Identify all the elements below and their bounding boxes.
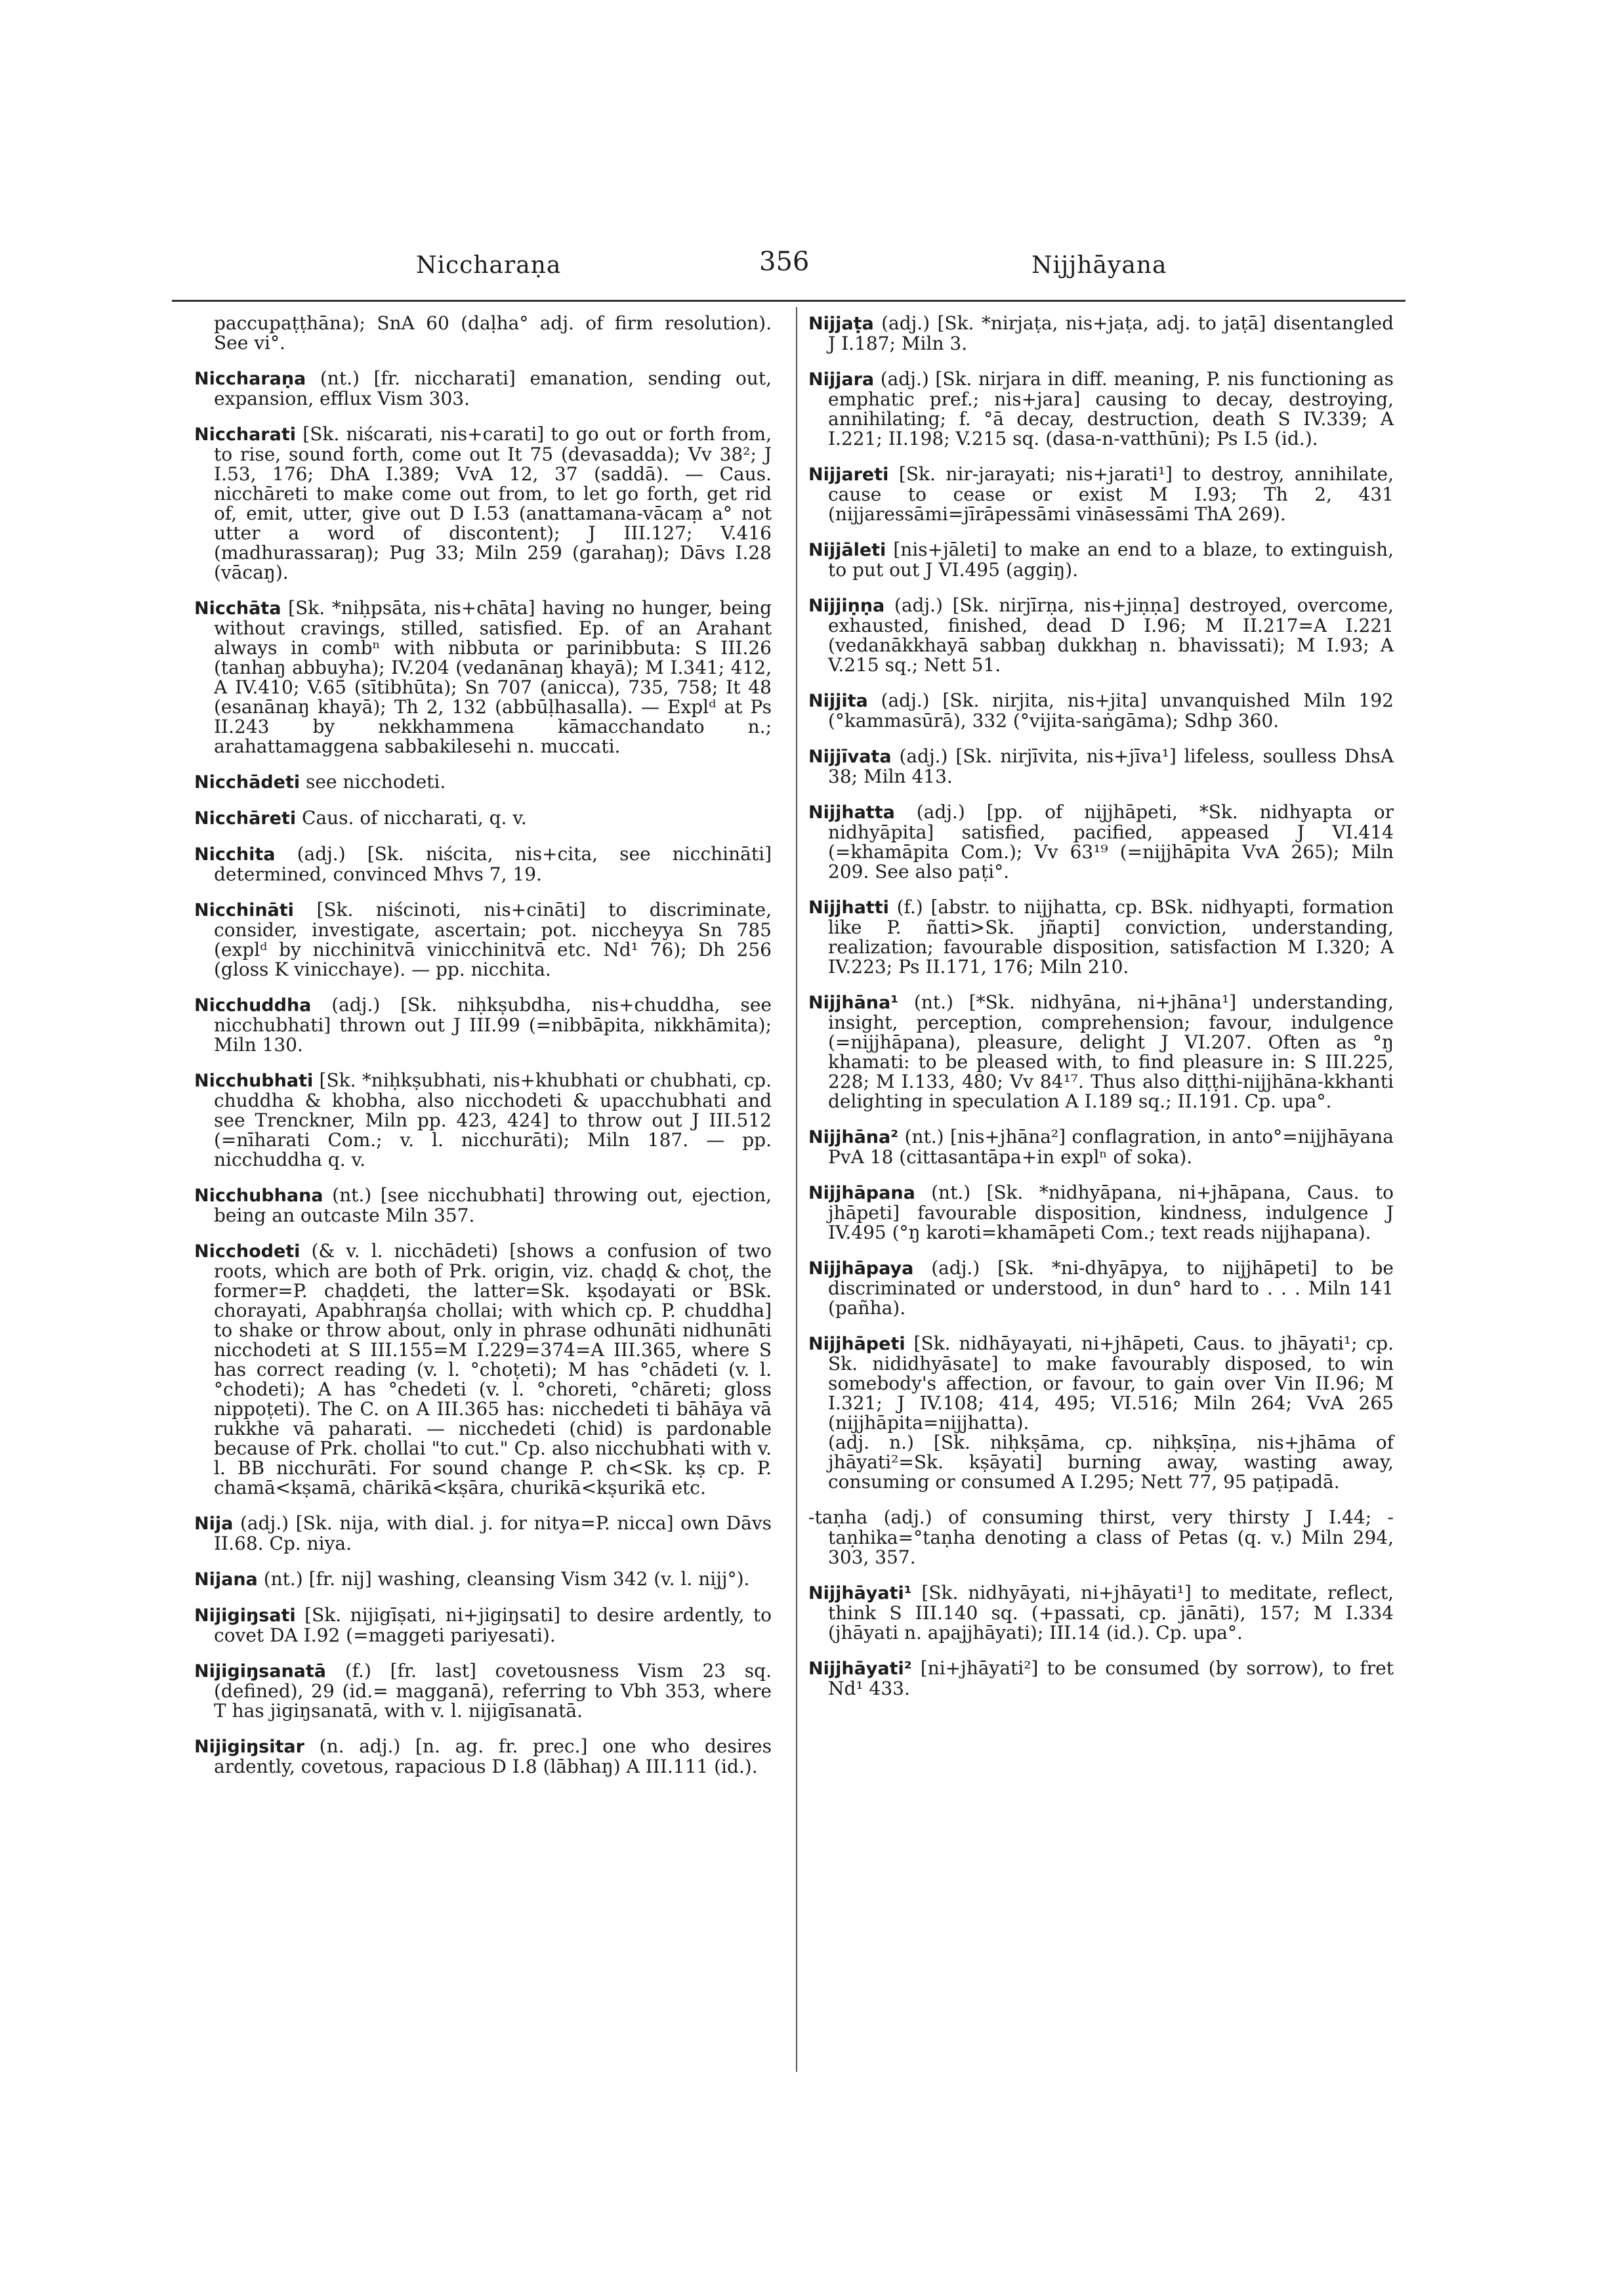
page-header: [172, 247, 1405, 291]
entry-headword: Nijjīvata: [808, 747, 892, 767]
dictionary-entry: [194, 1661, 772, 1721]
entry-headword: Nicchuddha: [194, 995, 312, 1016]
dictionary-entry: [194, 1241, 772, 1498]
entry-body: (adj.) [Sk. niḥkṣubdha, nis+chuddha, see nicchubhati] thrown out J III.99 (=nibbāpita, nikkhāmita); Miln 130.: [214, 994, 772, 1056]
entry-body: [Sk. nidhyāyati, ni+jhāyati¹] to meditate, reflect, think S III.140 sq. (+passati, cp. jānāti), 157; M I.334 (jhāyati n. apajjhāyati); III.14 (id.). Cp. upa°.: [828, 1582, 1394, 1644]
dictionary-entry: [194, 598, 772, 756]
entry-headword: Nicchodeti: [194, 1241, 301, 1262]
entry-headword: Nicchita: [194, 844, 276, 865]
entry-body: [Sk. nir-jarayati; nis+jarati¹] to destroy, annihilate, cause to cease or exist M I.93; Th 2, 431 (nijjaressāmi=jīrāpessāmi vināsessāmi ThA 269).: [828, 463, 1394, 525]
dictionary-entry: [194, 1737, 772, 1777]
dictionary-entry: [194, 995, 772, 1055]
entry-body: see nicchodeti.: [306, 771, 446, 793]
entry-headword: Nijjāleti: [808, 540, 886, 560]
dictionary-entry: [808, 314, 1394, 354]
entry-body: [Sk. niścinoti, nis+cināti] to discriminate, consider, investigate, ascertain; pot. niccheyya Sn 785 (explᵈ by nicchinitvā vinicchinitvā etc. Nd¹ 76); Dh 256 (gloss K vinicchaye). — pp. nicchita.: [214, 899, 772, 980]
dictionary-entry: [194, 369, 772, 409]
entry-headword: Nicchādeti: [194, 772, 301, 793]
entry-headword: Nija: [194, 1514, 234, 1534]
entry-body: (n. adj.) [n. ag. fr. prec.] one who desires ardently, covetous, rapacious D I.8 (lābhaŋ) A III.111 (id.).: [214, 1735, 772, 1777]
dictionary-entry: [194, 772, 772, 793]
entry-headword: Nicchubhati: [194, 1071, 314, 1091]
entry-body: (adj.) [Sk. nirjīvita, nis+jīva¹] lifeless, soulless DhsA 38; Miln 413.: [828, 745, 1394, 787]
entry-body: (adj.) [Sk. nirjara in diff. meaning, P. nis functioning as emphatic pref.; nis+jara] causing to decay, destroying, annihilating; f. °ā decay, destruction, death S IV.339; A I.221; II.198; V.215 sq. (dasa-n-vatthūni); Ps I.5 (id.).: [828, 368, 1394, 449]
dictionary-entry: [808, 596, 1394, 675]
dictionary-entry: [194, 1186, 772, 1226]
column-divider: [796, 307, 797, 2072]
header-rule: [172, 300, 1405, 302]
dictionary-entry: [808, 747, 1394, 787]
left-guide-word: Niccharaṇa: [416, 252, 562, 279]
dictionary-entry: [808, 691, 1394, 731]
dictionary-entry: [194, 1071, 772, 1170]
entry-body: (nt.) [nis+jhāna²] conflagration, in anto°=nijjhāyana PvA 18 (cittasantāpa+in explⁿ of soka).: [828, 1126, 1394, 1168]
entry-headword: Nijjita: [808, 691, 868, 711]
page-number: 356: [759, 247, 810, 277]
entry-body: (adj.) [pp. of nijjhāpeti, *Sk. nidhyapta or nidhyāpita] satisfied, pacified, appeased J VI.414 (=khamāpita Com.); Vv 63¹⁹ (=nijjhāpita VvA 265); Miln 209. See also paṭi°.: [828, 801, 1394, 882]
dictionary-entry: [194, 1605, 772, 1645]
entry-body: (f.) [fr. last] covetousness Vism 23 sq. (defined), 29 (id.= magganā), referring to Vbh 353, where T has jigiŋsanatā, with v. l. nijigīsanatā.: [214, 1660, 772, 1722]
dictionary-entry: [808, 540, 1394, 580]
entry-body: (adj.) [Sk. nija, with dial. j. for nitya=P. nicca] own Dāvs II.68. Cp. niya.: [214, 1512, 772, 1554]
entry-headword: Niccharati: [194, 424, 296, 445]
entry-body: (adj.) [Sk. *ni-dhyāpya, to nijjhāpeti] to be discriminated or understood, in dun° hard to . . . Miln 141 (pañha).: [828, 1257, 1394, 1319]
entry-body: (& v. l. nicchādeti) [shows a confusion of two roots, which are both of Prk. origin, viz. chaḍḍ & choṭ, the former=P. chaḍḍeti, the latter=Sk. kṣodayati or BSk. chorayati, Apabhraŋśa chollai; with which cp. P. chuddha] to shake or throw about, only in phrase odhunāti nidhunāti nicchodeti at S III.155=M I.229=374=A III.365, where S has correct reading (v. l. °choṭeti); M has °chādeti (v. l. °chodeti); A has °chedeti (v. l. °choreti, °chāreti; gloss nippoṭeti). The C. on A III.365 has: nicchedeti ti bāhāya vā rukkhe vā paharati. — nicchedeti (chid) is pardonable because of Prk. chollai "to cut." Cp. also nicchubhati with v. l. BB nicchurāti. For sound change P. ch<Sk. kṣ cp. P. chamā<kṣamā, chārikā<kṣāra, churikā<kṣurikā etc.: [214, 1240, 772, 1499]
entry-body: (f.) [abstr. to nijjhatta, cp. BSk. nidhyapti, formation like P. ñatti>Sk. jñapti] conviction, understanding, realization; favourable disposition, satisfaction M I.320; A IV.223; Ps II.171, 176; Miln 210.: [828, 896, 1394, 978]
entry-headword: Nijjhatti: [808, 898, 889, 918]
dictionary-entry: [808, 465, 1394, 524]
entry-headword: Nijjhāpaya: [808, 1258, 914, 1279]
entry-body: (nt.) [fr. nij] washing, cleansing Vism 342 (v. l. nijj°).: [263, 1568, 750, 1590]
entry-headword: Nijigiŋsitar: [194, 1737, 304, 1757]
entry-headword: Nicchubhana: [194, 1186, 323, 1206]
entry-body: (nt.) [Sk. *nidhyāpana, ni+jhāpana, Caus. to jhāpeti] favourable disposition, kindness, indulgence J IV.495 (°ŋ karoti=khamāpeti Com.; text reads nijjhapana).: [828, 1182, 1394, 1243]
entry-headword: Nijjhāna²: [808, 1127, 899, 1148]
entry-headword: Nijjhāna¹: [808, 993, 899, 1013]
dictionary-entry: [194, 808, 772, 829]
dictionary-entry: [808, 369, 1394, 449]
entry-headword: Nijana: [194, 1569, 258, 1590]
dictionary-entry: [808, 1659, 1394, 1699]
entry-headword: Nijjhāpeti: [808, 1334, 906, 1354]
dictionary-entry: [808, 802, 1394, 882]
entry-body: -taṇha (adj.) of consuming thirst, very thirsty J I.44; -taṇhika=°taṇha denoting a class of Petas (q. v.) Miln 294, 303, 357.: [808, 1506, 1394, 1568]
entry-body: [Sk. nidhāyayati, ni+jhāpeti, Caus. to jhāyati¹; cp. Sk. nididhyāsate] to make favourably disposed, to win somebody's affection, or favour, to gain over Vin II.96; M I.321; J IV.108; 414, 495; VI.516; Miln 264; VvA 265 (nijjhāpita=nijjhatta).: [828, 1333, 1394, 1434]
entry-headword: Nijjhāyati²: [808, 1659, 912, 1679]
entry-body: [Sk. nijigīṣati, ni+jigiŋsati] to desire ardently, to covet DA I.92 (=maggeti pariyesati).: [214, 1604, 772, 1646]
dictionary-entry: [808, 1583, 1394, 1643]
entry-headword: Nijjiṇṇa: [808, 596, 885, 616]
entry-headword: Nicchāta: [194, 598, 281, 619]
dictionary-entry: [808, 1183, 1394, 1243]
entry-headword: Nijjara: [808, 369, 875, 390]
dictionary-entry: [194, 900, 772, 980]
dictionary-entry: [808, 1508, 1394, 1567]
dictionary-entry: [808, 1334, 1394, 1433]
entry-body: [Sk. niścarati, nis+carati] to go out or forth from, to rise, sound forth, come out It 75 (devasadda); Vv 38²; J I.53, 176; DhA I.389; VvA 12, 37 (saddā). — Caus. nicchāreti to make come out from, to let go forth, get rid of, emit, utter, give out D I.53 (anattamana-vācaṃ a° not utter a word of discontent); J III.127; V.416 (madhurassaraŋ); Pug 33; Miln 259 (garahaŋ); Dāvs I.28 (vācaŋ).: [214, 423, 772, 583]
entry-body: Caus. of niccharati, q. v.: [302, 807, 527, 829]
entry-body: (adj.) [Sk. nirjīrṇa, nis+jiṇṇa] destroyed, overcome, exhausted, finished, dead D I.96; M II.217=A I.221 (vedanākkhayā sabbaŋ dukkhaŋ n. bhavissati); M I.93; A V.215 sq.; Nett 51.: [828, 594, 1394, 676]
entry-headword: Nijjaṭa: [808, 314, 874, 334]
dictionary-entry: [194, 844, 772, 884]
right-column: [808, 314, 1394, 1714]
dictionary-entry: [808, 1258, 1394, 1318]
entry-headword: Nicchāreti: [194, 808, 297, 829]
entry-headword: Niccharaṇa: [194, 369, 306, 389]
entry-body: (adj.) [Sk. *nirjaṭa, nis+jaṭa, adj. to jaṭā] disentangled J I.187; Miln 3.: [828, 312, 1394, 354]
entry-headword: Nijjhatta: [808, 802, 895, 823]
dictionary-entry: [808, 898, 1394, 977]
entry-body: [nis+jāleti] to make an end to a blaze, to extinguish, to put out J VI.495 (aggiŋ).: [828, 539, 1394, 581]
entry-body: (adj. n.) [Sk. niḥkṣāma, cp. niḥkṣīṇa, nis+jhāma of jhāyati²=Sk. kṣāyati] burning away, wasting away, consuming or consumed A I.295; Nett 77, 95 paṭipadā.: [828, 1432, 1394, 1493]
entry-headword: Nijjhāpana: [808, 1183, 915, 1203]
entry-body: (nt.) [see nicchubhati] throwing out, ejection, being an outcaste Miln 357.: [214, 1184, 772, 1226]
entry-body: (nt.) [*Sk. nidhyāna, ni+jhāna¹] understanding, insight, perception, comprehension; favour, indulgence (=nijjhāpana), pleasure, delight J VI.207. Often as °ŋ khamati: to be pleased with, to find pleasure in: S III.225, 228; M I.133, 480; Vv 84¹⁷. Thus also diṭṭhi-nijjhāna-kkhanti delighting in speculation A I.189 sq.; II.191. Cp. upa°.: [828, 991, 1394, 1112]
entry-headword: Nijigiŋsanatā: [194, 1661, 327, 1682]
entry-body: (adj.) [Sk. nirjita, nis+jita] unvanquished Miln 192 (°kammasūrā), 332 (°vijita-saṅgāma); Sdhp 360.: [828, 690, 1394, 732]
entry-headword: Nicchināti: [194, 900, 294, 920]
left-column: [194, 314, 772, 1792]
dictionary-entry: [194, 1569, 772, 1590]
entry-headword: Nijigiŋsati: [194, 1605, 296, 1626]
right-guide-word: Nijjhāyana: [1031, 252, 1167, 279]
dictionary-entry: [194, 1514, 772, 1554]
entry-body: (adj.) [Sk. niścita, nis+cita, see nicchināti] determined, convinced Mhvs 7, 19.: [214, 843, 772, 885]
entry-body: paccupaṭṭhāna); SnA 60 (daḷha° adj. of firm resolution). See vi°.: [214, 312, 772, 354]
entry-body: [ni+jhāyati²] to be consumed (by sorrow), to fret Nd¹ 433.: [828, 1657, 1394, 1699]
entry-headword: Nijjareti: [808, 465, 889, 485]
entry-body: [Sk. *niḥkṣubhati, nis+khubhati or chubhati, cp. chuddha & khobha, also nicchodeti & upacchubhati and see Trenckner, Miln pp. 423, 424] to throw out J III.512 (=nīharati Com.; v. l. nicchurāti); Miln 187. — pp. nicchuddha q. v.: [214, 1069, 772, 1170]
dictionary-entry: [808, 1127, 1394, 1167]
dictionary-subentry: [808, 1433, 1394, 1492]
entry-body: [Sk. *niḥpsāta, nis+chāta] having no hunger, being without cravings, stilled, satisfied. Ep. of an Arahant always in combⁿ with nibbuta or parinibbuta: S III.26 (tanhaŋ abbuyha); IV.204 (vedanānaŋ khayā); M I.341; 412, A IV.410; V.65 (sītibhūta); Sn 707 (anicca), 735, 758; It 48 (esanānaŋ khayā); Th 2, 132 (abbūḷhasalla). — Explᵈ at Ps II.243 by nekkhammena kāmacchandato n.; arahattamaggena sabbakilesehi n. muccati.: [214, 597, 772, 757]
entry-headword: Nijjhāyati¹: [808, 1583, 912, 1603]
dictionary-entry: [194, 424, 772, 583]
entry-body: (nt.) [fr. niccharati] emanation, sending out, expansion, efflux Vism 303.: [214, 367, 772, 409]
dictionary-entry: [194, 314, 772, 353]
dictionary-entry: [808, 993, 1394, 1111]
